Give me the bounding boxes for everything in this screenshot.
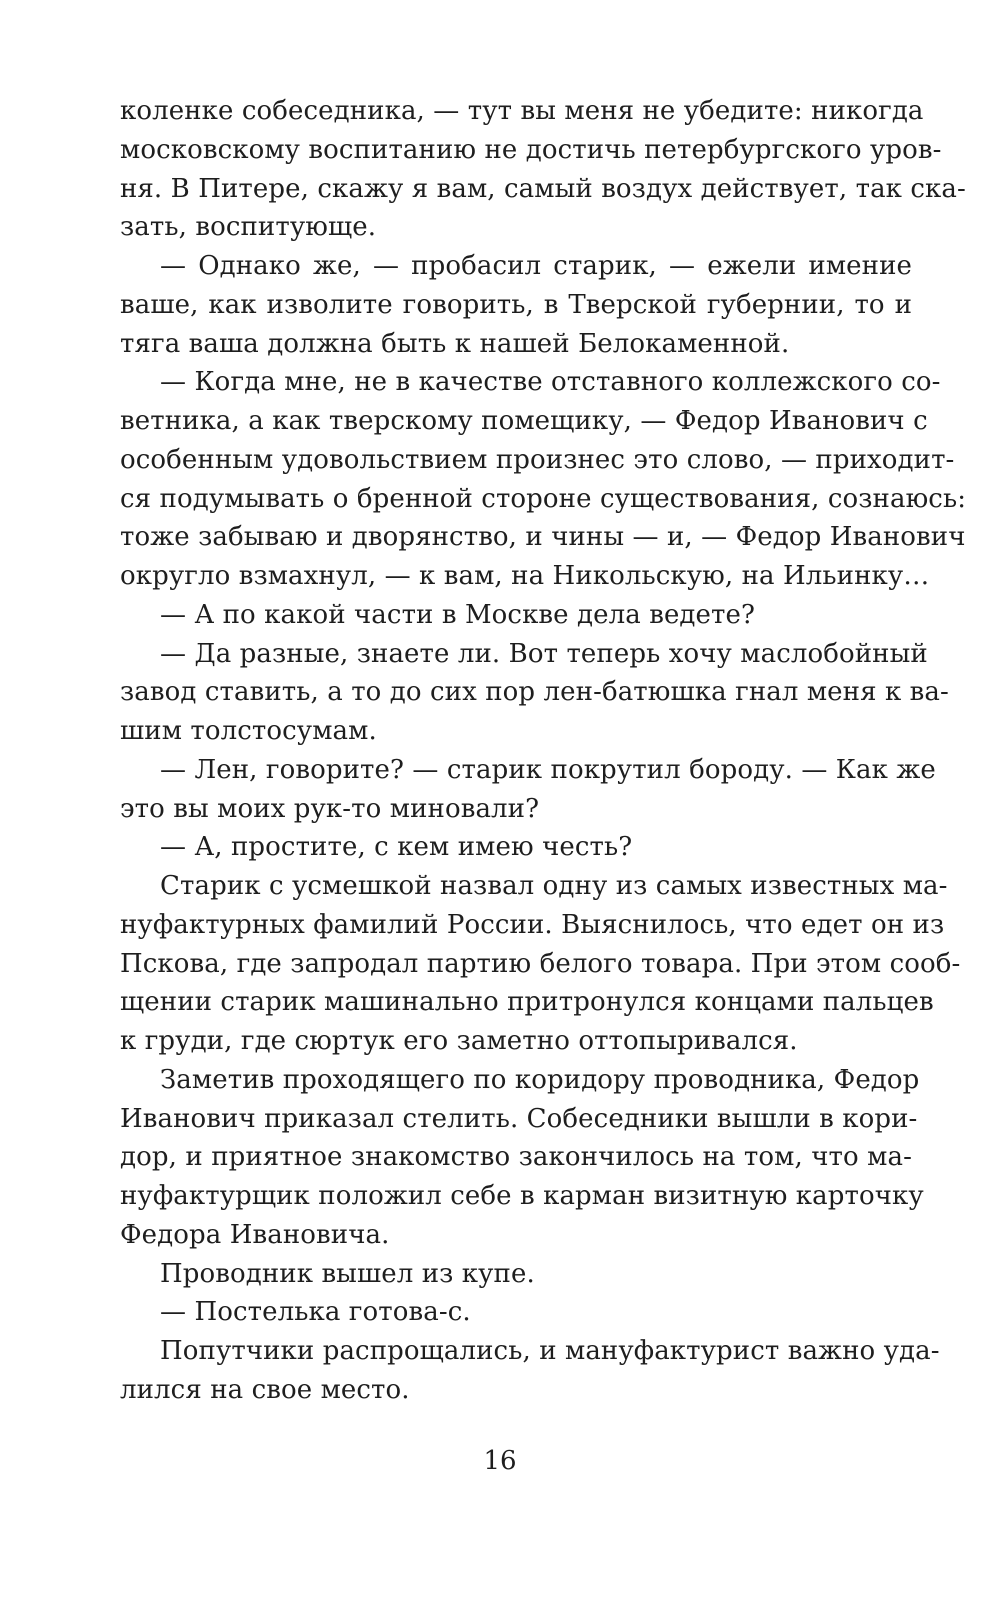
page-number: 16	[483, 1446, 517, 1476]
text-line: нуфактурных фамилий России. Выяснилось, что едет он из	[120, 909, 945, 940]
text-line: — Постелька готова-с.	[160, 1297, 471, 1328]
text-line: — Да разные, знаете ли. Вот теперь хочу маслобойный	[160, 638, 928, 669]
text-line: щении старик машинально притронулся концами пальцев	[120, 987, 934, 1018]
text-line: к груди, где сюртук его заметно оттопыривался.	[120, 1026, 798, 1056]
text-line: Иванович приказал стелить. Собеседники вышли в кори-	[120, 1103, 918, 1134]
text-line: московскому воспитанию не достичь петербургского уров-	[120, 134, 942, 165]
text-line: Пскова, где запродал партию белого товара. При этом сооб-	[120, 948, 961, 979]
text-line: нуфактурщик положил себе в карман визитную карточку	[120, 1181, 924, 1211]
text-line: Заметив проходящего по коридору проводника, Федор	[160, 1064, 920, 1095]
text-line: — А по какой части в Москве дела ведете?	[160, 599, 756, 630]
text-line: зать, воспитующе.	[120, 212, 377, 243]
text-line: особенным удовольствием произнес это слово, — приходит-	[120, 444, 955, 475]
body-text	[120, 92, 967, 1410]
text-line: тяга ваша должна быть к нашей Белокаменной.	[120, 328, 790, 359]
text-line: ня. В Питере, скажу я вам, самый воздух действует, так ска-	[120, 173, 966, 204]
text-line: тоже забываю и дворянство, и чины — и, — Федор Иванович	[120, 522, 966, 553]
text-line: это вы моих рук-то миновали?	[120, 793, 540, 824]
text-line: ся подумывать о бренной стороне существования, сознаюсь:	[120, 483, 967, 514]
text-line: — А, простите, с кем имею честь?	[160, 832, 633, 863]
text-line: — Когда мне, не в качестве отставного коллежского со-	[160, 367, 941, 398]
text-line: лился на свое место.	[120, 1374, 410, 1405]
text-line: завод ставить, а то до сих пор лен-батюшка гнал меня к ва-	[120, 677, 949, 708]
text-line: — Лен, говорите? — старик покрутил бороду. — Как же	[160, 754, 936, 785]
text-line: Попутчики распрощались, и мануфактурист важно уда-	[160, 1336, 940, 1366]
text-line: — Однако же, — пробасил старик, — ежели имение	[160, 251, 912, 281]
text-line: Федора Ивановича.	[120, 1219, 390, 1250]
text-line: дор, и приятное знакомство закончилось на том, что ма-	[120, 1142, 912, 1173]
text-line: Проводник вышел из купе.	[160, 1258, 535, 1289]
text-line: ваше, как изволите говорить, в Тверской губернии, то и	[120, 289, 912, 320]
text-line: Старик с усмешкой назвал одну из самых известных ма-	[160, 871, 948, 901]
text-line: округло взмахнул, — к вам, на Никольскую, на Ильинку…	[120, 561, 930, 591]
text-line: ветника, а как тверскому помещику, — Федор Иванович с	[120, 406, 928, 436]
text-line: шим толстосумам.	[120, 716, 377, 746]
text-line: коленке собеседника, — тут вы меня не убедите: никогда	[120, 96, 924, 126]
